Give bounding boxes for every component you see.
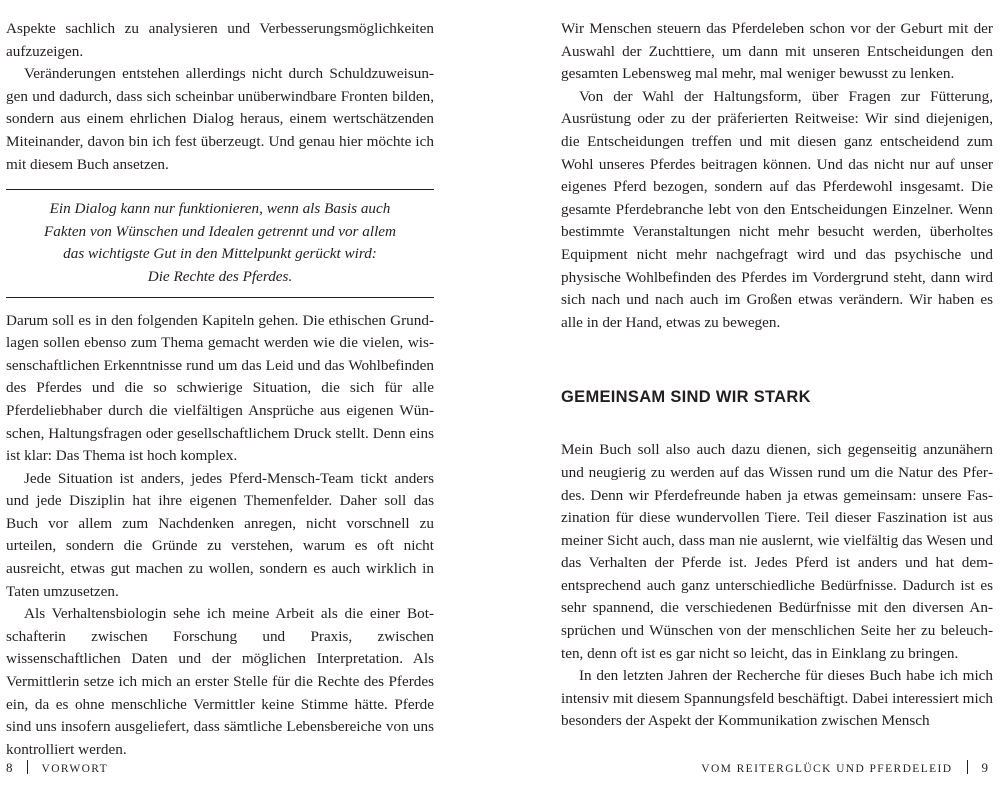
pull-quote-line: Fakten von Wünschen und Idealen getrennt und vor allem: [43, 222, 397, 240]
paragraph: Als Verhaltensbiologin sehe ich meine Arbeit als die einer Botschafterin zwischen Forschung und Praxis, zwischen wissenschaftlichen Daten und der möglichen Interpretation. Als Vermittlerin setze ich mich an erster Stelle für die Rechte des Pferdes ein, da es ohne menschliche Vermittler keine Stimme hätte. Pferde sind uns insofern ausgeliefert, dass sämtliche Lebensbereiche von uns kontrolliert werden.: [6, 605, 434, 758]
pull-quote-line: Die Rechte des Pferdes.: [147, 267, 293, 285]
paragraph: Aspekte sachlich zu analysieren und Verbesserungsmöglichkeiten aufzuzeigen.: [6, 20, 434, 60]
left-footer: [6, 760, 108, 776]
paragraph: Von der Wahl der Haltungsform, über Fragen zur Fütterung, Ausrüstung oder zu der präferierten Reitweise: Wir sind diejenigen, die Entscheidungen treffen und mit diesen ganz entscheidend zum Wohl unseres Pferdes beitragen können. Und das nicht nur auf unser eigenes Pferd bezogen, sondern auf das Pferdewohl insgesamt. Die gesamte Pferdebranche lebt von den Entscheidungen Einzelner. Wenn bestimmte Veranstaltungen nicht mehr besucht werden, überholtes Equipment nicht mehr nachgefragt wird und das psychische und physische Wohlbefinden des Pferdes im Vordergrund steht, dann wird sich nach und nach auch im Großen etwas verändern. Wir haben es alle in der Hand, etwas zu bewegen.: [561, 87, 993, 331]
left-page-text: [6, 0, 434, 761]
footer-separator: [967, 760, 968, 774]
right-page: [561, 0, 993, 733]
paragraph: Mein Buch soll also auch dazu dienen, sich gegenseitig anzunähern und neugierig zu werden auf das Wissen rund um die Natur des Pferdes. Denn wir Pferdefreunde haben ja etwas gemeinsam: unsere Faszination für diese wundervollen Tiere. Teil dieser Faszination ist aus meiner Sicht auch, dass man nie auslernt, wie vielfältig das Wesen und das Verhalten der Pferde ist. Jedes Pferd ist anders und hat dementsprechend auch ganz unterschiedliche Bedürfnisse. Dadurch ist es sehr spannend, die verschiedenen Bedürfnisse mit den diversen Ansprüchen und Wünschen von der menschlichen Seite her zu beleuchten, denn oft ist es gar nicht so leicht, das in Einklang zu bringen.: [561, 441, 993, 662]
running-title: VOM REITERGLÜCK UND PFERDELEID: [701, 763, 953, 775]
section-heading: GEMEINSAM SIND WIR STARK: [561, 388, 811, 407]
left-page: [6, 0, 434, 761]
pull-quote: [6, 189, 434, 297]
running-title: VORWORT: [41, 763, 109, 775]
paragraph: Veränderungen entstehen allerdings nicht durch Schuldzuweisungen und dadurch, dass sich scheinbar unüberwindbare Fronten bilden, sondern aus einem ehrlichen Dialog heraus, einem wertschätzenden Miteinander, davon bin ich fest überzeugt. Und genau hier möchte ich mit diesem Buch ansetzen.: [6, 65, 434, 173]
paragraph: Jede Situation ist anders, jedes Pferd-Mensch-Team tickt anders und jede Disziplin hat ihre eigenen Themenfelder. Daher soll das Buch vor allem zum Nachdenken anregen, nicht vorschnell zu urteilen, sondern die Gründe zu verstehen, warum es oft nicht ausreicht, etwas gut machen zu wollen, sondern es auch wirklich in Taten umzusetzen.: [6, 469, 434, 600]
paragraph: Wir Menschen steuern das Pferdeleben schon vor der Geburt mit der Auswahl der Zuchttiere, um dann mit unseren Entscheidungen den gesamten Lebensweg mal mehr, mal weniger bewusst zu lenken.: [561, 20, 993, 83]
page-number: 8: [6, 760, 13, 775]
pull-quote-line: Ein Dialog kann nur funktionieren, wenn als Basis auch: [49, 200, 391, 218]
page-number: 9: [981, 760, 988, 775]
paragraph: In den letzten Jahren der Recherche für dieses Buch habe ich mich intensiv mit diesem Spannungsfeld beschäftigt. Dabei interessiert mich besonders der Aspekt der Kommunikation zwischen Mensch: [561, 667, 993, 730]
footer-separator: [27, 760, 28, 774]
paragraph: Darum soll es in den folgenden Kapiteln gehen. Die ethischen Grundlagen sollen ebenso zum Thema gemacht werden wie die vielen, wissenschaftlichen Erkenntnisse rund um das Leid und das Wohlbefinden des Pferdes und die so schwierige Situation, die sich für alle Pferdeliebhaber durch die vielfältigen Ansprüche aus eigenen Wünschen, Haltungsfragen oder gesellschaftlichem Druck stellt. Denn eins ist klar: Das Thema ist hoch komplex.: [6, 311, 434, 465]
right-page-text: [561, 0, 993, 733]
right-footer: [701, 760, 988, 776]
pull-quote-line: das wichtigste Gut in den Mittelpunkt gerückt wird:: [63, 245, 377, 263]
